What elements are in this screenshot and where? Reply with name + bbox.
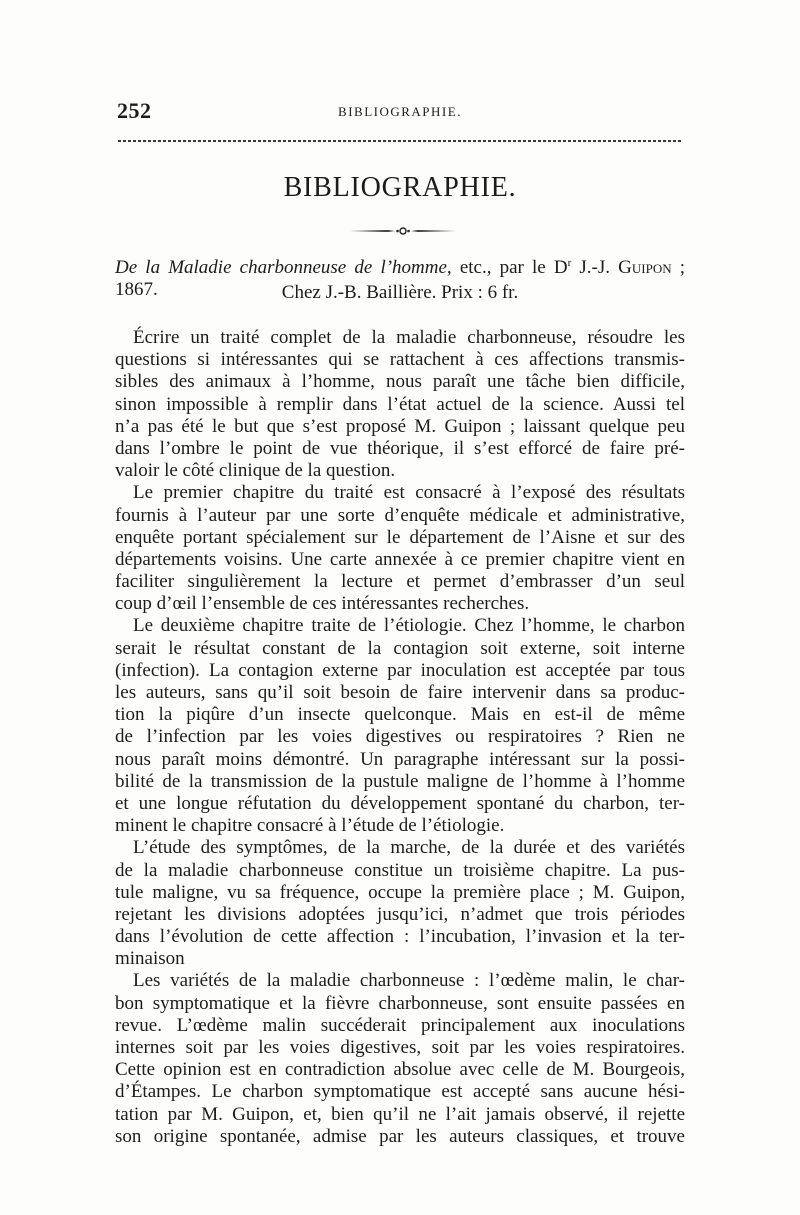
body-line: dans l’évolution de cette affection : l’incubation, l’invasion et la ter- — [115, 926, 685, 948]
body-line: dans l’ombre le point de vue théorique, il s’est efforcé de faire pré- — [115, 437, 685, 459]
ornament-divider — [350, 223, 456, 233]
author-name: Guipon — [618, 257, 672, 278]
body-line: faciliter singulièrement la lecture et permet d’embrasser d’un seul — [115, 571, 685, 593]
page-number: 252 — [117, 98, 152, 123]
body-line: Les variétés de la maladie charbonneuse : l’œdème malin, le char- — [133, 970, 685, 992]
body-line: minaison — [115, 948, 185, 970]
header-rule — [118, 140, 682, 142]
body-line: Cette opinion est en contradiction absolue avec celle de M. Bourgeois, — [115, 1059, 685, 1081]
body-line: valoir le côté clinique de la question. — [115, 460, 396, 482]
paragraph — [115, 837, 685, 970]
body-text — [115, 327, 685, 1148]
body-line: internes soit par les voies digestives, soit par les voies respiratoires. — [115, 1037, 685, 1058]
running-head: BIBLIOGRAPHIE. — [338, 104, 462, 119]
body-line: Écrire un traité complet de la maladie charbonneuse, résoudre les — [133, 327, 685, 348]
paragraph — [115, 970, 685, 1148]
body-line: nous paraît moins démontré. Un paragraphe intéressant sur la possi- — [115, 748, 685, 770]
body-line: Le premier chapitre du traité est consacré à l’exposé des résultats — [133, 482, 685, 504]
body-line: (infection). La contagion externe par inoculation est acceptée par tous — [115, 659, 685, 681]
doctor-abbrev-superscript: r — [567, 257, 572, 269]
body-line: son origine spontanée, admise par les auteurs classiques, et trouve — [115, 1125, 685, 1147]
book-title: De la Maladie charbonneuse de l’homme, — [115, 257, 452, 278]
body-line: L’étude des symptômes, de la marche, de la durée et des variétés — [133, 837, 685, 859]
body-line: bon symptomatique et la fièvre charbonneuse, sont ensuite passées en — [115, 992, 685, 1014]
body-line: coup d’œil l’ensemble de ces intéressantes recherches. — [115, 593, 530, 615]
body-line: départements voisins. Une carte annexée à ce premier chapitre vient en — [115, 548, 685, 570]
body-line: et une longue réfutation du développement spontané du charbon, ter- — [115, 792, 685, 814]
body-line: Le deuxième chapitre traite de l’étiologie. Chez l’homme, le charbon — [133, 615, 685, 637]
body-line: de la maladie charbonneuse constitue un troisième chapitre. La pus- — [115, 859, 685, 881]
body-line: tule maligne, vu sa fréquence, occupe la première place ; M. Guipon, — [115, 881, 685, 903]
body-line: sibles des animaux à l’homme, nous paraît une tâche bien difficile, — [115, 371, 685, 393]
body-line: tion la piqûre d’un insecte quelconque. Mais en est-il de même — [115, 704, 685, 726]
body-line: les auteurs, sans qu’il soit besoin de faire intervenir dans sa produc- — [115, 682, 685, 703]
body-line: rejetant les divisions adoptées jusqu’ici, n’admet que trois périodes — [115, 903, 685, 925]
body-line: n’a pas été le but que s’est proposé M. Guipon ; laissant quelque peu — [115, 415, 685, 437]
body-line: de l’infection par les voies digestives ou respiratoires ? Rien ne — [115, 726, 685, 748]
publisher-line: Chez J.-B. Baillière. Prix : 6 fr. — [281, 282, 519, 303]
ornament-divider-graphic — [350, 226, 456, 236]
body-line: minent le chapitre consacré à l’étude de l’étiologie. — [115, 815, 505, 837]
body-line: bilité de la transmission de la pustule maligne de l’homme à l’homme — [115, 770, 685, 792]
author-initials: J.-J. — [579, 257, 611, 278]
body-line: questions si intéressantes qui se rattachent à ces affections transmis- — [115, 349, 685, 371]
body-line: tation par M. Guipon, et, bien qu’il ne l’ait jamais observé, il rejette — [115, 1103, 685, 1125]
body-line: enquête portant spécialement sur le département de l’Aisne et sur des — [115, 526, 685, 548]
body-line: sinon impossible à remplir dans l’état actuel de la science. Aussi tel — [115, 393, 685, 415]
body-line: serait le résultat constant de la contagion soit externe, soit interne — [115, 637, 685, 659]
body-line: fournis à l’auteur par une sorte d’enquête médicale et administrative, — [115, 504, 685, 526]
paragraph — [115, 482, 685, 615]
section-title: BIBLIOGRAPHIE. — [283, 172, 517, 203]
paragraph — [115, 327, 685, 482]
body-line: revue. L’œdème malin succéderait principalement aux inoculations — [115, 1014, 685, 1036]
body-line: d’Étampes. Le charbon symptomatique est accepté sans aucune hési- — [115, 1081, 685, 1103]
paragraph — [115, 615, 685, 837]
publication-year: ; 1867. — [115, 257, 686, 300]
citation-text: etc., par le D — [459, 257, 568, 278]
